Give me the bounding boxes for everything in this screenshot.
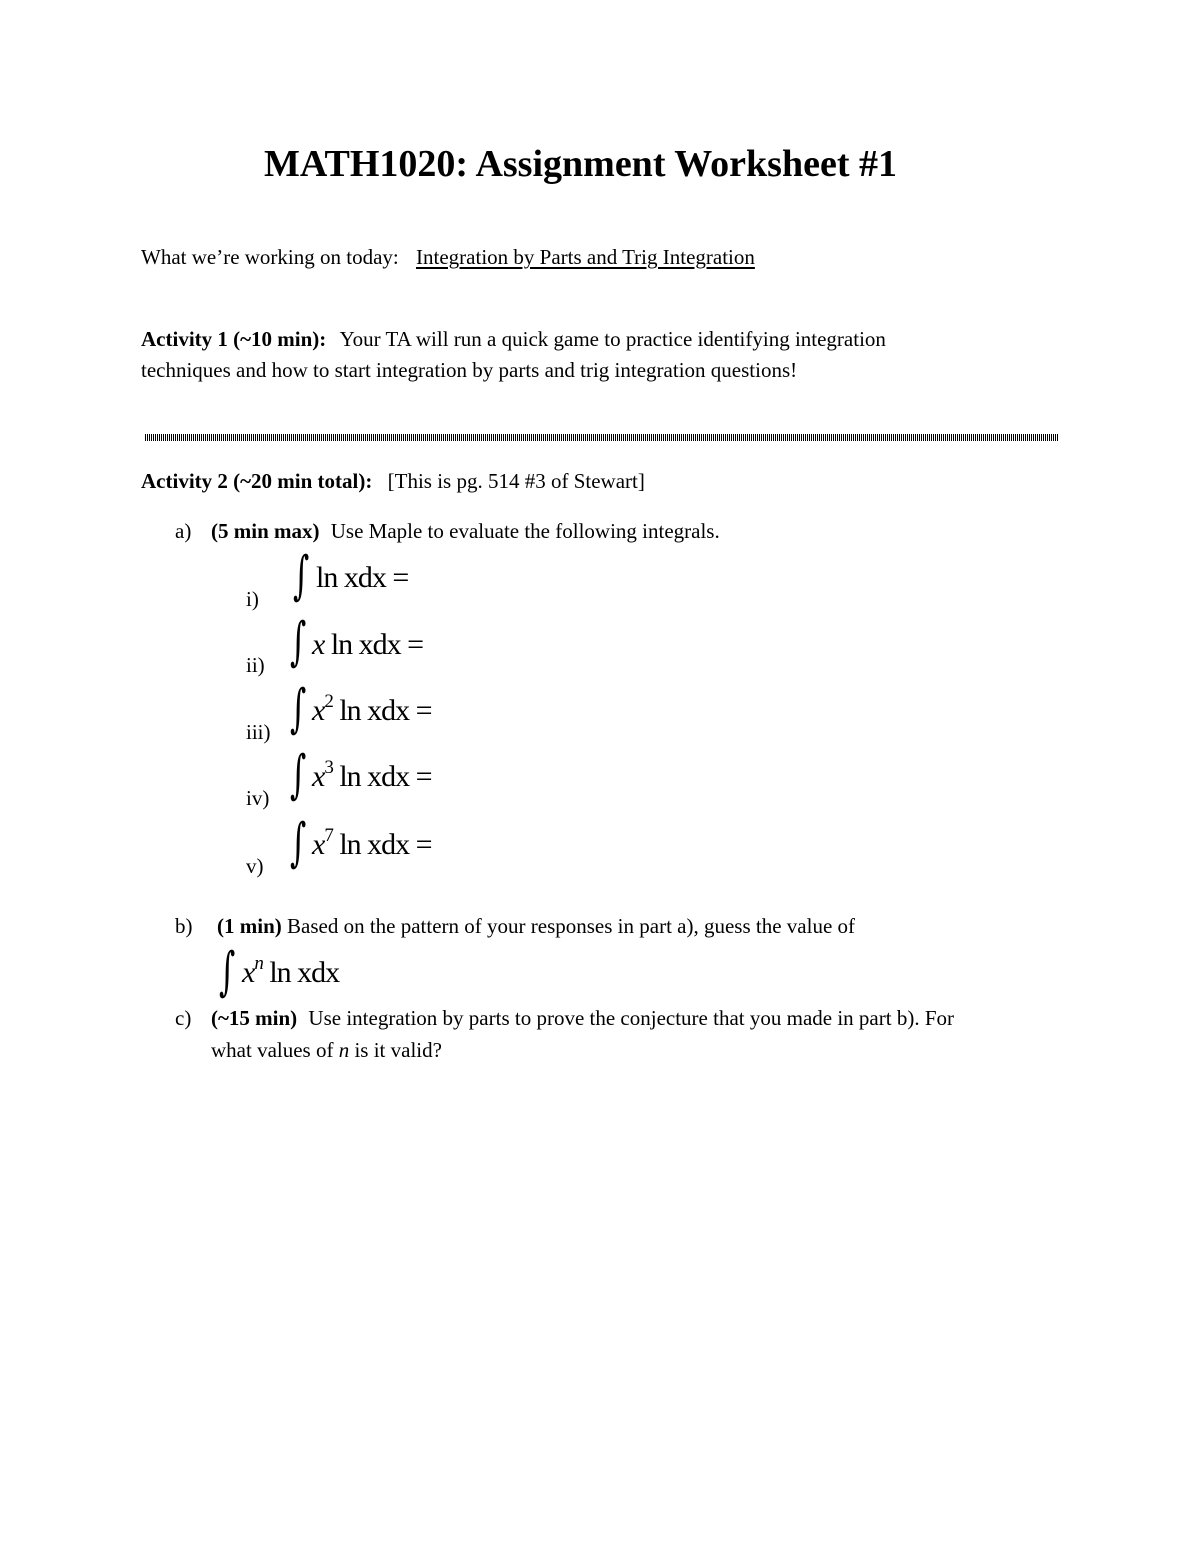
section-divider xyxy=(145,434,1059,441)
activity1-text-1: Your TA will run a quick game to practice identifying integration xyxy=(339,327,886,351)
integral-label: v) xyxy=(246,854,264,878)
part-c-line-2 xyxy=(211,1038,442,1063)
integral-sign: ∫ xyxy=(290,679,307,739)
integral-sign: ∫ xyxy=(290,612,307,672)
activity2-reference: [This is pg. 514 #3 of Stewart] xyxy=(387,469,645,493)
part-c-text-2: what values of xyxy=(211,1038,334,1062)
part-c-variable: n xyxy=(338,1038,350,1062)
integral-expression xyxy=(316,561,408,595)
integral-power: 2 xyxy=(324,691,333,712)
part-c-text-1: Use integration by parts to prove the conjecture that you made in part b). For xyxy=(308,1006,954,1030)
integral-sign: ∫ xyxy=(290,745,307,805)
part-a-marker: a) xyxy=(175,519,192,543)
integral-sign: ∫ xyxy=(293,546,310,606)
general-integral-expression xyxy=(242,953,340,990)
integral-expression xyxy=(312,691,432,728)
part-c-time: (~15 min) xyxy=(211,1006,298,1030)
activity2-header xyxy=(141,469,645,494)
integral-expression xyxy=(312,757,432,794)
intro-topic: Integration by Parts and Trig Integration xyxy=(416,245,755,269)
page-title: MATH1020: Assignment Worksheet #1 xyxy=(264,143,897,185)
integral-coef: x xyxy=(312,628,325,661)
integral-coef: x xyxy=(312,828,325,861)
integral-power: 7 xyxy=(324,825,333,846)
part-a-time: (5 min max) xyxy=(211,519,320,543)
activity1-line1 xyxy=(141,327,886,352)
integral-body: ln xdx = xyxy=(339,694,432,727)
integral-sign: ∫ xyxy=(290,813,307,873)
part-b-text: Based on the pattern of your responses in part a), guess the value of xyxy=(287,914,856,938)
part-c-line-1 xyxy=(211,1006,954,1031)
integral-coef: x xyxy=(242,956,255,989)
integral-label: iv) xyxy=(246,786,270,810)
part-a-line xyxy=(211,519,720,544)
part-b-time: (1 min) xyxy=(217,914,282,938)
part-c-marker: c) xyxy=(175,1006,192,1030)
part-a-text: Use Maple to evaluate the following integrals. xyxy=(330,519,720,543)
integral-body: ln xdx = xyxy=(339,760,432,793)
integral-coef: x xyxy=(312,694,325,727)
activity1-text-2: techniques and how to start integration by parts and trig integration questions! xyxy=(141,358,798,382)
integral-body: ln xdx = xyxy=(330,628,424,661)
part-b-line xyxy=(217,914,855,939)
integral-label: i) xyxy=(246,587,259,611)
integral-expression xyxy=(312,825,432,862)
integral-power: n xyxy=(254,953,263,974)
integral-body: ln xdx xyxy=(269,956,340,989)
integral-body: ln xdx = xyxy=(339,828,432,861)
integral-power: 3 xyxy=(324,757,333,778)
intro-label: What we’re working on today: xyxy=(141,245,399,269)
integral-expression xyxy=(312,628,423,662)
integral-coef: x xyxy=(312,760,325,793)
integral-label: iii) xyxy=(246,720,271,744)
part-b-marker: b) xyxy=(175,914,193,938)
integral-body: ln xdx = xyxy=(316,561,409,594)
activity1-heading: Activity 1 (~10 min): xyxy=(141,327,327,351)
integral-label: ii) xyxy=(246,653,265,677)
integral-sign: ∫ xyxy=(219,942,236,1002)
activity2-heading: Activity 2 (~20 min total): xyxy=(141,469,373,493)
part-c-text-3: is it valid? xyxy=(354,1038,442,1062)
intro-line xyxy=(141,245,755,270)
